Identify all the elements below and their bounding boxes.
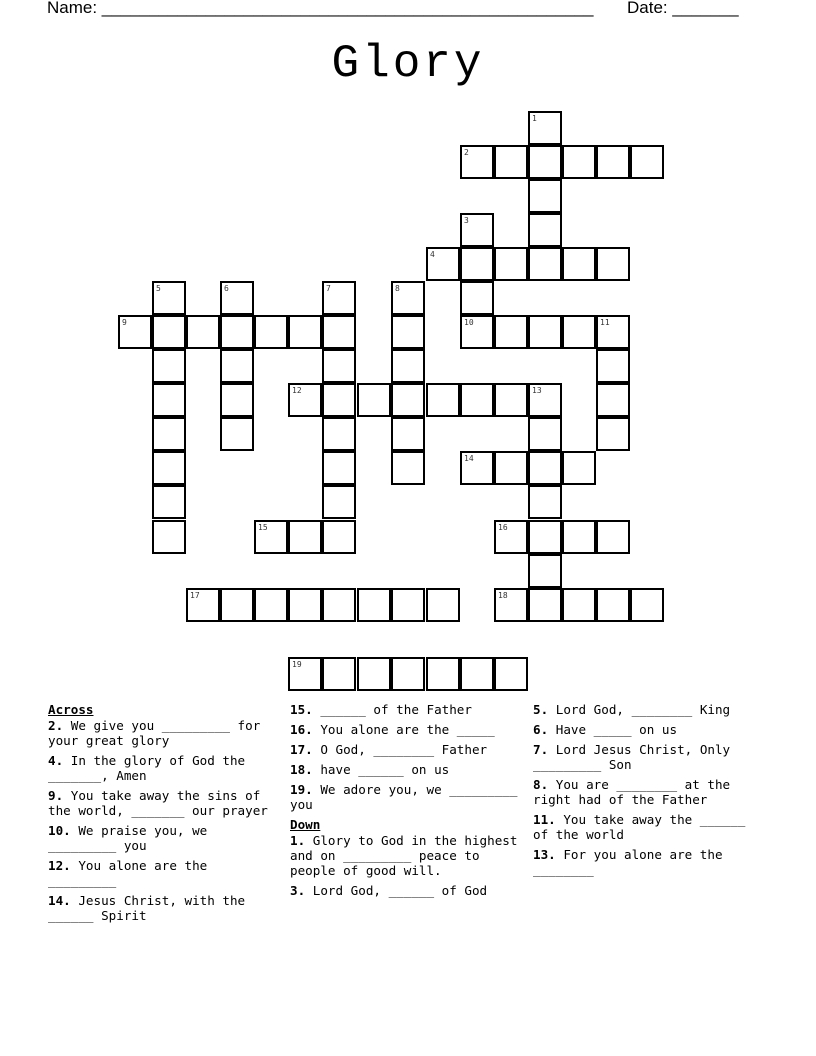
cell-number: 9 [122, 318, 127, 327]
cell-number: 14 [464, 454, 474, 463]
crossword-cell[interactable] [186, 588, 220, 622]
crossword-cell[interactable] [596, 383, 630, 417]
crossword-cell[interactable] [494, 451, 528, 485]
clue-number: 11. [533, 812, 556, 827]
crossword-cell[interactable] [528, 179, 562, 213]
cell-number: 18 [498, 591, 508, 600]
crossword-cell[interactable] [357, 383, 391, 417]
crossword-cell[interactable] [391, 383, 425, 417]
crossword-cell[interactable] [288, 520, 322, 554]
crossword-cell[interactable] [357, 657, 391, 691]
clue-item [48, 788, 283, 818]
crossword-cell[interactable] [186, 315, 220, 349]
cell-number: 6 [224, 284, 229, 293]
clue-item [290, 883, 525, 898]
cell-number: 5 [156, 284, 161, 293]
clue-text: We give you _________ for your great glory [48, 718, 261, 748]
clue-number: 18. [290, 762, 313, 777]
crossword-cell[interactable] [562, 520, 596, 554]
clue-text: Jesus Christ, with the ______ Spirit [48, 893, 246, 923]
crossword-cell[interactable] [460, 213, 494, 247]
clue-number: 5. [533, 702, 549, 717]
crossword-cell[interactable] [322, 349, 356, 383]
clue-text: In the glory of God the _______, Amen [48, 753, 246, 783]
clue-item [533, 702, 768, 717]
clue-text: You alone are the _________ [48, 858, 208, 888]
clue-text: Lord God, ______ of God [305, 883, 488, 898]
crossword-cell[interactable] [562, 588, 596, 622]
crossword-cell[interactable] [460, 451, 494, 485]
cell-number: 8 [395, 284, 400, 293]
cell-number: 12 [292, 386, 302, 395]
clue-number: 19. [290, 782, 313, 797]
crossword-cell[interactable] [528, 417, 562, 451]
cell-number: 3 [464, 216, 469, 225]
crossword-cell[interactable] [322, 417, 356, 451]
clue-text: We adore you, we _________ you [290, 782, 518, 812]
crossword-cell[interactable] [426, 588, 460, 622]
crossword-cell[interactable] [152, 417, 186, 451]
clue-number: 10. [48, 823, 71, 838]
crossword-cell[interactable] [220, 349, 254, 383]
across-clues-list-continued [290, 702, 525, 812]
crossword-cell[interactable] [528, 485, 562, 519]
crossword-cell[interactable] [528, 247, 562, 281]
clue-number: 13. [533, 847, 556, 862]
crossword-cell[interactable] [460, 383, 494, 417]
crossword-cell[interactable] [460, 657, 494, 691]
crossword-cell[interactable] [322, 657, 356, 691]
crossword-cell[interactable] [322, 451, 356, 485]
crossword-cell[interactable] [528, 145, 562, 179]
clue-item [290, 833, 525, 878]
clue-number: 7. [533, 742, 549, 757]
crossword-cell[interactable] [391, 281, 425, 315]
crossword-cell[interactable] [596, 247, 630, 281]
cell-number: 10 [464, 318, 474, 327]
crossword-cell[interactable] [494, 657, 528, 691]
clue-number: 9. [48, 788, 64, 803]
clues-column-1 [48, 702, 283, 928]
clue-number: 15. [290, 702, 313, 717]
clue-number: 3. [290, 883, 306, 898]
crossword-cell[interactable] [322, 485, 356, 519]
cell-number: 4 [430, 250, 435, 259]
crossword-cell[interactable] [528, 383, 562, 417]
clue-number: 2. [48, 718, 64, 733]
crossword-cell[interactable] [596, 145, 630, 179]
crossword-cell[interactable] [288, 315, 322, 349]
clue-text: have ______ on us [312, 762, 450, 777]
crossword-cell[interactable] [322, 315, 356, 349]
clue-text: Glory to God in the highest and on _________ peace to people of good will. [290, 833, 518, 878]
crossword-cell[interactable] [152, 485, 186, 519]
clue-item [48, 718, 283, 748]
across-heading: Across [48, 702, 94, 717]
clues-column-2 [290, 702, 525, 903]
puzzle-title: Glory [331, 38, 485, 90]
clue-item [290, 742, 525, 757]
crossword-cell[interactable] [152, 315, 186, 349]
crossword-cell[interactable] [391, 657, 425, 691]
clue-text: For you alone are the ________ [533, 847, 723, 877]
clue-item [290, 762, 525, 777]
clue-text: ______ of the Father [312, 702, 472, 717]
crossword-cell[interactable] [220, 315, 254, 349]
crossword-cell[interactable] [220, 588, 254, 622]
crossword-cell[interactable] [494, 145, 528, 179]
date-label: Date: _______ [627, 0, 739, 17]
down-clues-list-continued [533, 702, 768, 877]
clue-item [48, 893, 283, 923]
clue-text: You are ________ at the right had of the Father [533, 777, 731, 807]
clue-item [533, 847, 768, 877]
clue-text: Lord God, ________ King [548, 702, 731, 717]
crossword-cell[interactable] [152, 383, 186, 417]
crossword-cell[interactable] [254, 315, 288, 349]
crossword-cell[interactable] [220, 417, 254, 451]
clue-number: 12. [48, 858, 71, 873]
cell-number: 2 [464, 148, 469, 157]
crossword-cell[interactable] [426, 383, 460, 417]
crossword-cell[interactable] [528, 554, 562, 588]
clue-text: You take away the sins of the world, _______ our prayer [48, 788, 268, 818]
crossword-cell[interactable] [596, 588, 630, 622]
crossword-cell[interactable] [528, 451, 562, 485]
crossword-cell[interactable] [391, 451, 425, 485]
clue-item [533, 722, 768, 737]
cell-number: 13 [532, 386, 542, 395]
crossword-cell[interactable] [630, 145, 664, 179]
crossword-cell[interactable] [460, 281, 494, 315]
clue-number: 6. [533, 722, 549, 737]
cell-number: 19 [292, 660, 302, 669]
clue-text: Lord Jesus Christ, Only _________ Son [533, 742, 731, 772]
crossword-cell[interactable] [288, 383, 322, 417]
crossword-cell[interactable] [562, 315, 596, 349]
crossword-cell[interactable] [254, 520, 288, 554]
cell-number: 11 [600, 318, 610, 327]
clue-number: 1. [290, 833, 306, 848]
crossword-cell[interactable] [322, 281, 356, 315]
clues-column-3 [533, 702, 768, 882]
clue-text: O God, ________ Father [312, 742, 488, 757]
crossword-cell[interactable] [494, 383, 528, 417]
crossword-cell[interactable] [152, 451, 186, 485]
crossword-cell[interactable] [391, 588, 425, 622]
crossword-cell[interactable] [528, 213, 562, 247]
cell-number: 17 [190, 591, 200, 600]
clue-item [290, 782, 525, 812]
crossword-cell[interactable] [288, 657, 322, 691]
clue-item [48, 858, 283, 888]
clue-item [533, 812, 768, 842]
crossword-cell[interactable] [562, 247, 596, 281]
clue-item [290, 722, 525, 737]
clue-number: 17. [290, 742, 313, 757]
crossword-cell[interactable] [391, 349, 425, 383]
crossword-cell[interactable] [322, 383, 356, 417]
crossword-cell[interactable] [118, 315, 152, 349]
cell-number: 16 [498, 523, 508, 532]
crossword-cell[interactable] [596, 349, 630, 383]
crossword-cell[interactable] [596, 520, 630, 554]
across-clues-list [48, 718, 283, 923]
down-heading: Down [290, 817, 321, 832]
crossword-cell[interactable] [152, 281, 186, 315]
crossword-cell[interactable] [220, 383, 254, 417]
clue-text: Have _____ on us [548, 722, 678, 737]
crossword-cell[interactable] [494, 247, 528, 281]
crossword-cell[interactable] [254, 588, 288, 622]
clue-text: You alone are the _____ [312, 722, 495, 737]
clue-item [48, 753, 283, 783]
crossword-cell[interactable] [460, 247, 494, 281]
crossword-cell[interactable] [630, 588, 664, 622]
crossword-cell[interactable] [460, 145, 494, 179]
clue-number: 14. [48, 893, 71, 908]
cell-number: 15 [258, 523, 268, 532]
crossword-cell[interactable] [357, 588, 391, 622]
clue-item [533, 777, 768, 807]
crossword-cell[interactable] [426, 657, 460, 691]
cell-number: 1 [532, 114, 537, 123]
crossword-cell[interactable] [391, 417, 425, 451]
clue-text: You take away the ______ of the world [533, 812, 746, 842]
crossword-cell[interactable] [562, 451, 596, 485]
clue-number: 16. [290, 722, 313, 737]
clue-number: 4. [48, 753, 64, 768]
cell-number: 7 [326, 284, 331, 293]
crossword-cell[interactable] [322, 520, 356, 554]
crossword-cell[interactable] [528, 588, 562, 622]
crossword-cell[interactable] [494, 588, 528, 622]
crossword-cell[interactable] [460, 315, 494, 349]
crossword-cell[interactable] [596, 315, 630, 349]
crossword-cell[interactable] [494, 520, 528, 554]
clue-item [48, 823, 283, 853]
crossword-cell[interactable] [562, 145, 596, 179]
name-label: Name: ____________________________________________________ [47, 0, 594, 17]
crossword-cell[interactable] [152, 520, 186, 554]
crossword-cell[interactable] [391, 315, 425, 349]
crossword-cell[interactable] [288, 588, 322, 622]
crossword-cell[interactable] [426, 247, 460, 281]
down-clues-list [290, 833, 525, 898]
crossword-cell[interactable] [596, 417, 630, 451]
clue-number: 8. [533, 777, 549, 792]
crossword-cell[interactable] [220, 281, 254, 315]
crossword-cell[interactable] [528, 111, 562, 145]
crossword-cell[interactable] [494, 315, 528, 349]
clue-item [533, 742, 768, 772]
crossword-cell[interactable] [152, 349, 186, 383]
crossword-cell[interactable] [322, 588, 356, 622]
crossword-cell[interactable] [528, 315, 562, 349]
clue-item [290, 702, 525, 717]
clue-text: We praise you, we _________ you [48, 823, 208, 853]
crossword-cell[interactable] [528, 520, 562, 554]
